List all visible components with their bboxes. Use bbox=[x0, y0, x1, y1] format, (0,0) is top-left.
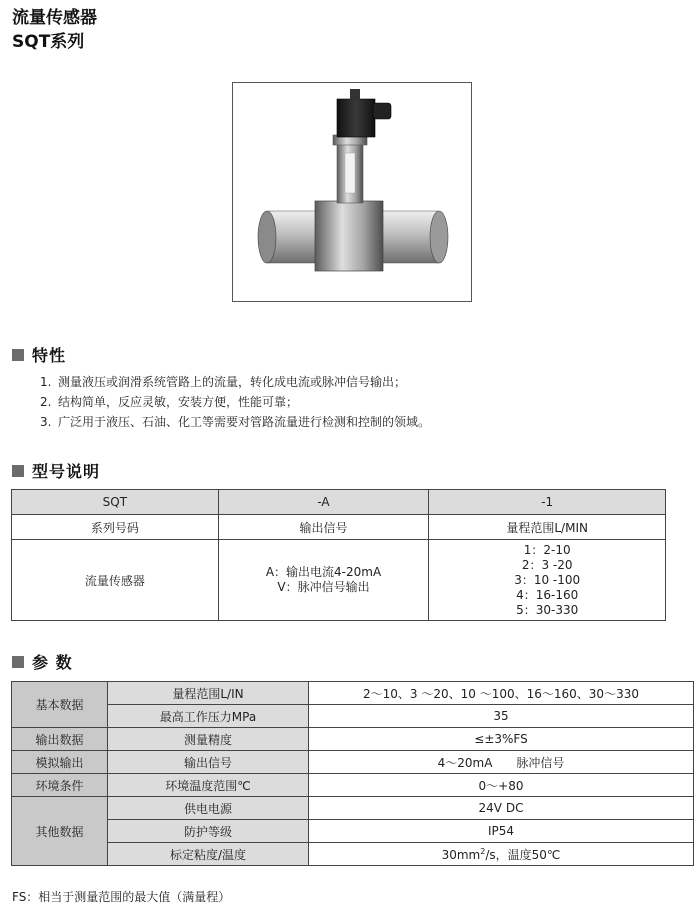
table-row: 最高工作压力MPa 35 bbox=[12, 705, 694, 728]
table-row: 环境条件 环境温度范围℃ 0～+80 bbox=[12, 774, 694, 797]
table-row: SQT -A -1 bbox=[12, 490, 666, 515]
model-table bbox=[11, 489, 666, 621]
range-options: 1：2-10 2：3 -20 3：10 -100 4：16-160 5：30-330 bbox=[429, 540, 666, 621]
square-bullet-icon bbox=[12, 349, 24, 361]
series-title: SQT系列 bbox=[12, 32, 85, 52]
product-title: 流量传感器 bbox=[12, 8, 97, 28]
stem-label bbox=[345, 153, 355, 193]
table-row: 防护等级 IP54 bbox=[12, 820, 694, 843]
table-row: 基本数据 量程范围L/IN 2～10、3 ～20、10 ～100、16～160、30～330 bbox=[12, 682, 694, 705]
square-bullet-icon bbox=[12, 656, 24, 668]
list-item: 2. 结构简单，反应灵敏，安装方便，性能可靠； bbox=[40, 395, 299, 409]
viscosity-value: $30mm^2/s$，温度50℃ bbox=[309, 843, 694, 866]
sensor-block bbox=[315, 201, 383, 271]
table-row: 系列号码 输出信号 量程范围L/MIN bbox=[12, 515, 666, 540]
list-item: 1. 测量液压或润滑系统管路上的流量，转化成电流或脉冲信号输出； bbox=[40, 375, 407, 389]
connector-screw bbox=[350, 89, 360, 101]
table-row: 标定粘度/温度 $30mm^2/s$，温度50℃ bbox=[12, 843, 694, 866]
page-title bbox=[12, 6, 97, 54]
table-row: 其他数据 供电电源 24V DC bbox=[12, 797, 694, 820]
table-row: 流量传感器 A：输出电流4-20mA V：脉冲信号输出 1：2-10 2：3 -20 3：10 -100 4：16-160 5：30-330 bbox=[12, 540, 666, 621]
params-table bbox=[11, 681, 694, 866]
section-model-heading: 型号说明 bbox=[12, 459, 100, 482]
section-features-heading: 特性 bbox=[12, 343, 66, 366]
table-row: 模拟输出 输出信号 4～20mA 脉冲信号 bbox=[12, 751, 694, 774]
flow-sensor-illustration bbox=[233, 83, 471, 301]
features-list bbox=[40, 372, 430, 432]
table-row: 输出数据 测量精度 ≤±3%FS bbox=[12, 728, 694, 751]
section-params-heading: 参 数 bbox=[12, 650, 73, 673]
cable-gland bbox=[373, 103, 391, 119]
list-item: 3. 广泛用于液压、石油、化工等需要对管路流量进行检测和控制的领域。 bbox=[40, 415, 431, 429]
pipe-end-left bbox=[258, 211, 276, 263]
product-photo bbox=[232, 82, 472, 302]
square-bullet-icon bbox=[12, 465, 24, 477]
signal-options: A：输出电流4-20mA V：脉冲信号输出 bbox=[218, 540, 429, 621]
pipe-end-right bbox=[430, 211, 448, 263]
footnote: FS：相当于测量范围的最大值（满量程） bbox=[12, 890, 231, 904]
connector-housing bbox=[337, 99, 375, 137]
